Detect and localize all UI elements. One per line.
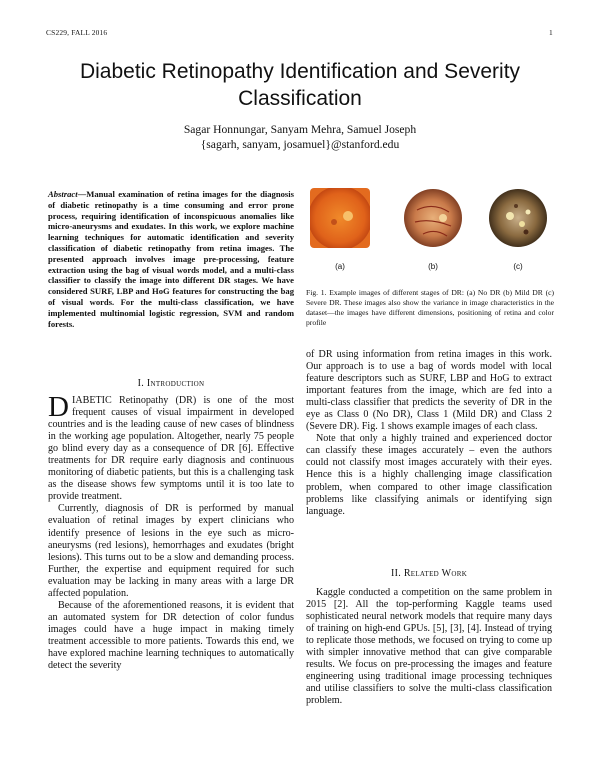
section-number: I. bbox=[137, 378, 145, 389]
figure-caption: Fig. 1. Example images of different stages of DR: (a) No DR (b) Mild DR (c) Severe DR. These images also show the variance in image characteristics in the dataset—the images have different dimensions, positioning of retina and color profile bbox=[306, 288, 554, 327]
figure-label-b: (b) bbox=[428, 262, 438, 271]
related-paragraph: Kaggle conducted a competition on the same problem in 2015 [2]. All the top-performing Kaggle teams used sophisticated neural network models that require many days of training on high-end GPUs. [5], [3], [4]. Instead of trying to replicate those methods, we focused on trying to come up with simpler innovative method that can give comparable results. We focus on pre-processing the images and feature engineering using traditional image processing techniques and utilise classifiers to solve the multi-class classification problem. bbox=[306, 587, 552, 707]
abstract-text: —Manual examination of retina images for the diagnosis of diabetic retinopathy is a time consuming and error prone process, requiring identification of inconspicuous anomalies like micro-aneurysms and exudates. In this work, we explore machine learning techniques for automatic identification and severity classification of diabetic retinopathy from retina images. The presented approach involves image pre-processing, feature extraction using the bag of visual words model, and a multi-class classifier to classify the image into different DR stages. We have considered SURF, LBP and HoG features for constructing the bag of visual words. For the multi-class classification, we have implemented multinomial logistic regression, SVM and random forests. bbox=[48, 189, 294, 329]
intro-paragraph: of DR using information from retina images in this work. Our approach is to use a bag of words model with local feature descriptors such as SURF, LBP and HoG to extract important features from the image, which are fed into a multi-class classifier that predicts the severity of DR in the eye as Class 0 (No DR), Class 1 (Mild DR) and Class 2 (Severe DR). Fig. 1 shows example images of each class. bbox=[306, 349, 552, 433]
retina-image-mild-dr bbox=[403, 188, 463, 248]
intro-paragraph: Note that only a highly trained and experienced doctor can classify these images accurately – even the authors could not classify most images accurately with their eyes. Hence this is a highly challenging image classification problem, when compared to other image classification problems like classifying animals or identifying sign language. bbox=[306, 433, 552, 517]
abstract bbox=[48, 189, 294, 329]
page-number: 1 bbox=[549, 28, 553, 37]
paper-title: Diabetic Retinopathy Identification and Severity Classification bbox=[79, 60, 521, 110]
running-header: CS229, FALL 2016 bbox=[46, 28, 108, 37]
intro-paragraph: Because of the aforementioned reasons, it is evident that an automated system for DR detection of color fundus images could have a huge impact in making timely treatment accessible to more patients. Towards this end, we have explored machine learning techniques to automatically detect the severity bbox=[48, 599, 294, 672]
section-title: Introduction bbox=[146, 378, 205, 389]
figure-label-c: (c) bbox=[513, 262, 523, 271]
figure-label-a: (a) bbox=[335, 262, 345, 271]
intro-left-column bbox=[48, 391, 294, 672]
author-emails: {sagarh, sanyam, josamuel}@stanford.edu bbox=[200, 138, 400, 151]
section-title: Related Work bbox=[403, 568, 468, 579]
section-heading-related-work bbox=[306, 568, 552, 579]
related-work-column bbox=[306, 587, 552, 707]
section-heading-introduction bbox=[48, 378, 294, 389]
intro-paragraph: DIABETIC Retinopathy (DR) is one of the most frequent causes of visual impairment in developed countries and is the leading cause of new cases of blindness in the working age population. Altogether, nearly 75 people go blind every day as a consequence of DR [6]. Effective treatments for DR require early diagnosis and continuous monitoring of diabetic patients, but this is a challenging task as the disease shows few symptoms until it is too late to provide treatment. bbox=[48, 391, 294, 503]
abstract-label: Abstract bbox=[48, 189, 78, 199]
author-names: Sagar Honnungar, Sanyam Mehra, Samuel Joseph bbox=[183, 123, 417, 136]
section-number: II. bbox=[390, 568, 401, 579]
retina-image-severe-dr bbox=[488, 188, 548, 248]
drop-cap: D bbox=[48, 391, 69, 423]
author-block bbox=[40, 122, 560, 152]
intro-right-column bbox=[306, 349, 552, 518]
intro-paragraph: Currently, diagnosis of DR is performed by manual evaluation of retinal images by expert clinicians who identify presence of lesions in the eye such as micro-aneurysms (red lesions), hemorrhages and exudates (bright lesions). This turns out to be a slow and demanding process. Further, the expertise and equipment required for such evaluation may be lacking in many areas with a large DR affected population. bbox=[48, 503, 294, 599]
retina-image-no-dr bbox=[310, 188, 370, 248]
